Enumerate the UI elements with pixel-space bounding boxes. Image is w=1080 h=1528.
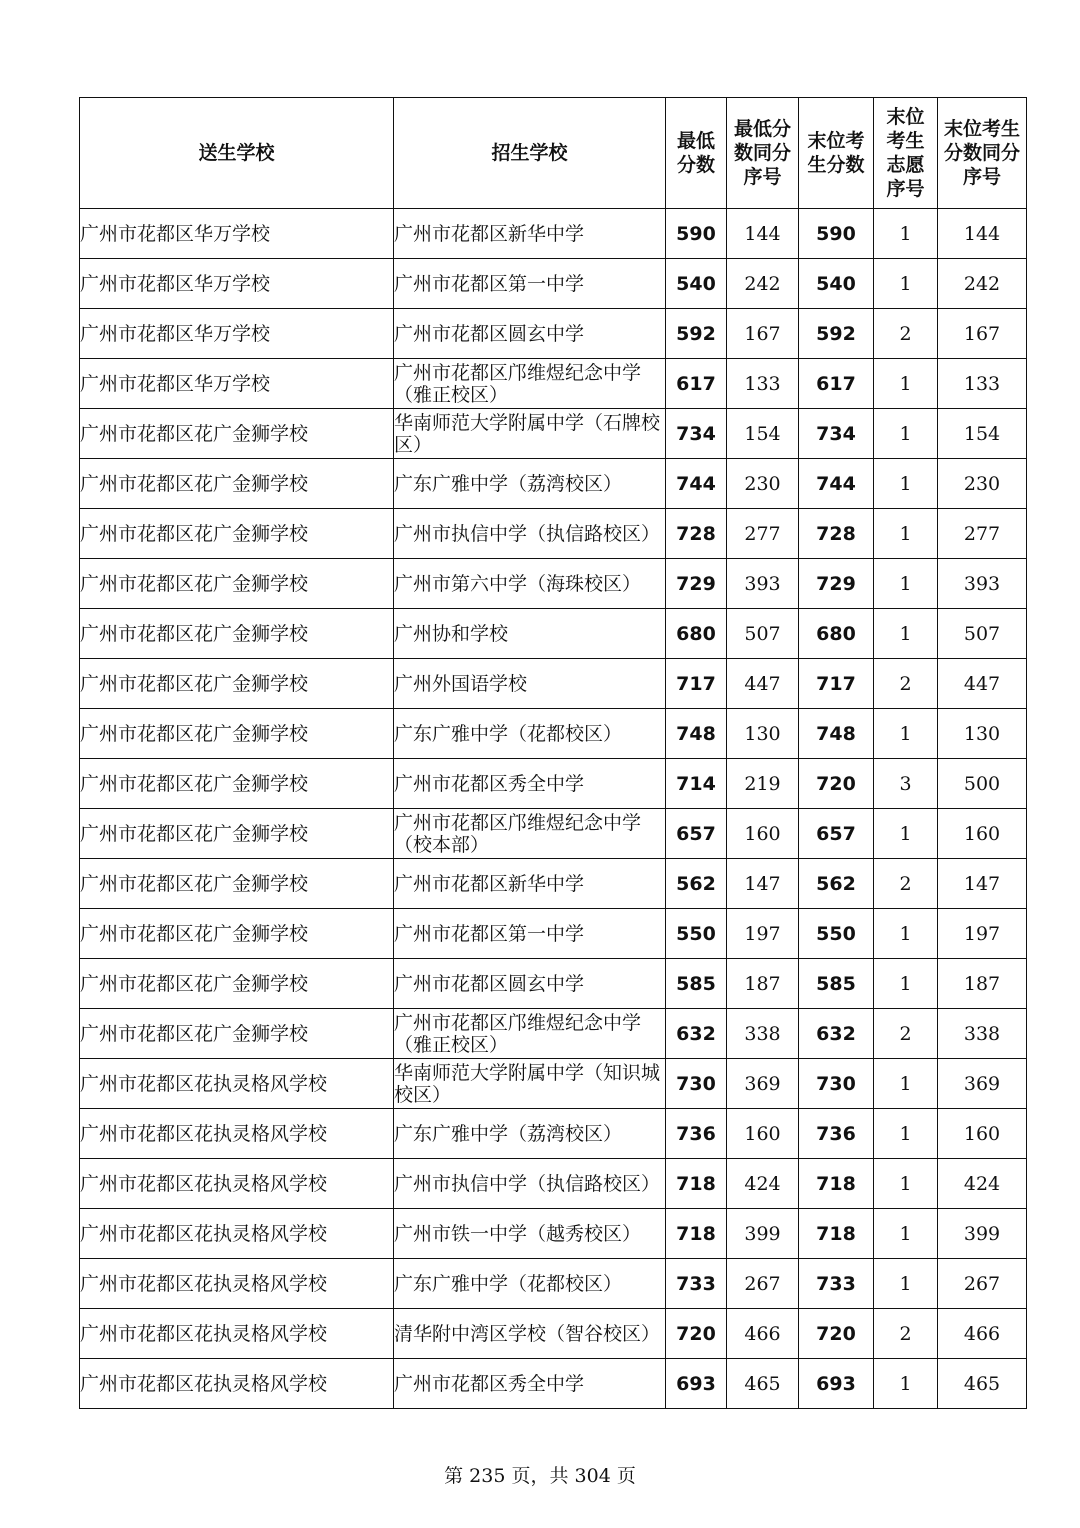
cell-sending-school: 广州市花都区花广金狮学校: [80, 609, 394, 659]
cell-last-score-rank: 465: [938, 1359, 1027, 1409]
cell-last-score-rank: 147: [938, 859, 1027, 909]
table-row: [80, 1359, 1027, 1409]
cell-min-score: 729: [666, 559, 727, 609]
cell-sending-school: 广州市花都区花广金狮学校: [80, 909, 394, 959]
header-min-score-rank: 最低分 数同分 序号: [727, 98, 799, 209]
header-admitting-school: 招生学校: [394, 98, 666, 209]
cell-sending-school: 广州市花都区花广金狮学校: [80, 709, 394, 759]
cell-min-score-rank: 160: [727, 1109, 799, 1159]
cell-min-score-rank: 187: [727, 959, 799, 1009]
cell-sending-school: 广州市花都区华万学校: [80, 309, 394, 359]
cell-admitting-school: 清华附中湾区学校（智谷校区）: [394, 1309, 666, 1359]
cell-last-score-rank: 393: [938, 559, 1027, 609]
cell-admitting-school: 广州市花都区第一中学: [394, 909, 666, 959]
cell-min-score-rank: 219: [727, 759, 799, 809]
table-row: [80, 859, 1027, 909]
cell-min-score-rank: 267: [727, 1259, 799, 1309]
cell-min-score-rank: 154: [727, 409, 799, 459]
cell-min-score-rank: 147: [727, 859, 799, 909]
cell-last-score: 680: [799, 609, 874, 659]
cell-admitting-school: 广州市花都区秀全中学: [394, 759, 666, 809]
table-row: [80, 409, 1027, 459]
table-row: [80, 1109, 1027, 1159]
cell-admitting-school: 广东广雅中学（荔湾校区）: [394, 459, 666, 509]
cell-min-score: 632: [666, 1009, 727, 1059]
cell-last-wish-order: 1: [874, 809, 938, 859]
cell-min-score: 540: [666, 259, 727, 309]
cell-last-score: 729: [799, 559, 874, 609]
cell-min-score-rank: 160: [727, 809, 799, 859]
cell-last-wish-order: 1: [874, 1109, 938, 1159]
table-row: [80, 559, 1027, 609]
table-row: [80, 959, 1027, 1009]
cell-min-score-rank: 338: [727, 1009, 799, 1059]
table-row: [80, 809, 1027, 859]
cell-min-score-rank: 197: [727, 909, 799, 959]
table-row: [80, 309, 1027, 359]
cell-last-wish-order: 1: [874, 209, 938, 259]
cell-last-wish-order: 1: [874, 1159, 938, 1209]
cell-sending-school: 广州市花都区花执灵格风学校: [80, 1309, 394, 1359]
cell-min-score: 736: [666, 1109, 727, 1159]
cell-min-score: 693: [666, 1359, 727, 1409]
cell-last-wish-order: 2: [874, 659, 938, 709]
cell-last-score: 717: [799, 659, 874, 709]
cell-admitting-school: 广州外国语学校: [394, 659, 666, 709]
cell-admitting-school: 广州市花都区邝维煜纪念中学（雅正校区）: [394, 359, 666, 409]
table-row: [80, 459, 1027, 509]
cell-last-score: 736: [799, 1109, 874, 1159]
cell-last-score: 720: [799, 759, 874, 809]
cell-sending-school: 广州市花都区花广金狮学校: [80, 409, 394, 459]
cell-min-score: 562: [666, 859, 727, 909]
cell-sending-school: 广州市花都区花广金狮学校: [80, 859, 394, 909]
header-sending-school: 送生学校: [80, 98, 394, 209]
cell-last-score: 562: [799, 859, 874, 909]
cell-last-wish-order: 1: [874, 359, 938, 409]
cell-min-score-rank: 393: [727, 559, 799, 609]
cell-admitting-school: 广州市执信中学（执信路校区）: [394, 509, 666, 559]
cell-sending-school: 广州市花都区华万学校: [80, 209, 394, 259]
cell-last-score: 733: [799, 1259, 874, 1309]
admission-table: [79, 97, 1027, 1409]
page-footer: 第 235 页，共 304 页: [444, 1465, 636, 1487]
cell-last-wish-order: 2: [874, 1009, 938, 1059]
cell-min-score: 720: [666, 1309, 727, 1359]
cell-min-score: 718: [666, 1159, 727, 1209]
cell-min-score: 718: [666, 1209, 727, 1259]
cell-last-wish-order: 2: [874, 1309, 938, 1359]
cell-last-score-rank: 399: [938, 1209, 1027, 1259]
cell-admitting-school: 广州市花都区圆玄中学: [394, 309, 666, 359]
cell-last-score-rank: 167: [938, 309, 1027, 359]
cell-last-wish-order: 1: [874, 609, 938, 659]
cell-last-wish-order: 1: [874, 459, 938, 509]
cell-last-score: 748: [799, 709, 874, 759]
cell-sending-school: 广州市花都区花广金狮学校: [80, 809, 394, 859]
cell-min-score: 550: [666, 909, 727, 959]
cell-last-score: 744: [799, 459, 874, 509]
cell-last-score-rank: 500: [938, 759, 1027, 809]
cell-min-score-rank: 399: [727, 1209, 799, 1259]
cell-last-wish-order: 1: [874, 509, 938, 559]
cell-min-score-rank: 167: [727, 309, 799, 359]
cell-min-score-rank: 230: [727, 459, 799, 509]
cell-admitting-school: 广州市花都区邝维煜纪念中学（校本部）: [394, 809, 666, 859]
cell-sending-school: 广州市花都区花执灵格风学校: [80, 1159, 394, 1209]
cell-last-score: 734: [799, 409, 874, 459]
cell-last-score: 728: [799, 509, 874, 559]
table-row: [80, 709, 1027, 759]
table-row: [80, 759, 1027, 809]
cell-last-score-rank: 130: [938, 709, 1027, 759]
cell-admitting-school: 广州市花都区邝维煜纪念中学（雅正校区）: [394, 1009, 666, 1059]
table-row: [80, 659, 1027, 709]
cell-admitting-school: 广州市花都区第一中学: [394, 259, 666, 309]
cell-min-score-rank: 465: [727, 1359, 799, 1409]
cell-last-score-rank: 160: [938, 1109, 1027, 1159]
cell-last-score: 718: [799, 1209, 874, 1259]
cell-last-score: 720: [799, 1309, 874, 1359]
table-row: [80, 1059, 1027, 1109]
table-row: [80, 1209, 1027, 1259]
cell-last-wish-order: 1: [874, 409, 938, 459]
header-row: [80, 98, 1027, 209]
cell-min-score: 733: [666, 1259, 727, 1309]
cell-admitting-school: 广州市花都区秀全中学: [394, 1359, 666, 1409]
cell-last-score-rank: 230: [938, 459, 1027, 509]
cell-last-wish-order: 1: [874, 1059, 938, 1109]
cell-min-score-rank: 369: [727, 1059, 799, 1109]
cell-admitting-school: 华南师范大学附属中学（知识城校区）: [394, 1059, 666, 1109]
header-last-score-rank: 末位考生 分数同分 序号: [938, 98, 1027, 209]
cell-last-score-rank: 369: [938, 1059, 1027, 1109]
cell-last-wish-order: 3: [874, 759, 938, 809]
cell-sending-school: 广州市花都区花执灵格风学校: [80, 1209, 394, 1259]
cell-admitting-school: 广州协和学校: [394, 609, 666, 659]
cell-sending-school: 广州市花都区花广金狮学校: [80, 509, 394, 559]
table-row: [80, 509, 1027, 559]
cell-last-score: 657: [799, 809, 874, 859]
header-min-score: 最低 分数: [666, 98, 727, 209]
cell-last-score-rank: 466: [938, 1309, 1027, 1359]
cell-min-score: 717: [666, 659, 727, 709]
cell-last-score-rank: 187: [938, 959, 1027, 1009]
cell-last-score-rank: 154: [938, 409, 1027, 459]
cell-admitting-school: 广东广雅中学（花都校区）: [394, 1259, 666, 1309]
cell-last-score-rank: 507: [938, 609, 1027, 659]
cell-min-score: 592: [666, 309, 727, 359]
cell-min-score: 657: [666, 809, 727, 859]
cell-last-wish-order: 2: [874, 859, 938, 909]
cell-last-wish-order: 1: [874, 1359, 938, 1409]
table-row: [80, 609, 1027, 659]
cell-last-wish-order: 1: [874, 959, 938, 1009]
cell-last-wish-order: 1: [874, 259, 938, 309]
cell-min-score: 730: [666, 1059, 727, 1109]
cell-last-score-rank: 144: [938, 209, 1027, 259]
cell-last-wish-order: 1: [874, 1259, 938, 1309]
cell-last-score-rank: 242: [938, 259, 1027, 309]
cell-min-score-rank: 424: [727, 1159, 799, 1209]
cell-last-score: 632: [799, 1009, 874, 1059]
header-last-wish-order: 末位 考生 志愿 序号: [874, 98, 938, 209]
table-row: [80, 359, 1027, 409]
cell-last-score: 585: [799, 959, 874, 1009]
cell-sending-school: 广州市花都区花广金狮学校: [80, 659, 394, 709]
table-row: [80, 259, 1027, 309]
cell-last-score: 730: [799, 1059, 874, 1109]
cell-min-score-rank: 144: [727, 209, 799, 259]
cell-last-score: 693: [799, 1359, 874, 1409]
cell-min-score-rank: 242: [727, 259, 799, 309]
cell-admitting-school: 广州市执信中学（执信路校区）: [394, 1159, 666, 1209]
cell-sending-school: 广州市花都区花广金狮学校: [80, 1009, 394, 1059]
cell-last-score-rank: 160: [938, 809, 1027, 859]
cell-min-score-rank: 507: [727, 609, 799, 659]
table-row: [80, 1159, 1027, 1209]
cell-min-score-rank: 447: [727, 659, 799, 709]
cell-last-wish-order: 1: [874, 909, 938, 959]
cell-last-score: 617: [799, 359, 874, 409]
cell-admitting-school: 广州市花都区新华中学: [394, 209, 666, 259]
cell-min-score: 590: [666, 209, 727, 259]
cell-min-score-rank: 133: [727, 359, 799, 409]
cell-sending-school: 广州市花都区花执灵格风学校: [80, 1259, 394, 1309]
cell-min-score: 585: [666, 959, 727, 1009]
cell-last-score: 590: [799, 209, 874, 259]
cell-admitting-school: 广州市第六中学（海珠校区）: [394, 559, 666, 609]
cell-min-score-rank: 466: [727, 1309, 799, 1359]
cell-last-wish-order: 1: [874, 1209, 938, 1259]
cell-last-score: 540: [799, 259, 874, 309]
cell-last-score-rank: 133: [938, 359, 1027, 409]
cell-min-score: 728: [666, 509, 727, 559]
cell-sending-school: 广州市花都区花广金狮学校: [80, 759, 394, 809]
cell-admitting-school: 华南师范大学附属中学（石牌校区）: [394, 409, 666, 459]
cell-last-score: 550: [799, 909, 874, 959]
cell-min-score: 680: [666, 609, 727, 659]
table-row: [80, 1259, 1027, 1309]
cell-min-score: 617: [666, 359, 727, 409]
cell-last-score-rank: 197: [938, 909, 1027, 959]
cell-last-score-rank: 338: [938, 1009, 1027, 1059]
cell-last-score-rank: 424: [938, 1159, 1027, 1209]
cell-admitting-school: 广州市铁一中学（越秀校区）: [394, 1209, 666, 1259]
cell-last-score-rank: 447: [938, 659, 1027, 709]
table-row: [80, 1009, 1027, 1059]
cell-last-score-rank: 277: [938, 509, 1027, 559]
cell-min-score: 748: [666, 709, 727, 759]
table-row: [80, 1309, 1027, 1359]
cell-admitting-school: 广州市花都区圆玄中学: [394, 959, 666, 1009]
cell-min-score: 734: [666, 409, 727, 459]
cell-sending-school: 广州市花都区花广金狮学校: [80, 559, 394, 609]
cell-admitting-school: 广东广雅中学（荔湾校区）: [394, 1109, 666, 1159]
cell-sending-school: 广州市花都区花执灵格风学校: [80, 1109, 394, 1159]
cell-sending-school: 广州市花都区花广金狮学校: [80, 959, 394, 1009]
cell-sending-school: 广州市花都区华万学校: [80, 359, 394, 409]
cell-min-score: 744: [666, 459, 727, 509]
cell-last-wish-order: 1: [874, 559, 938, 609]
cell-sending-school: 广州市花都区花广金狮学校: [80, 459, 394, 509]
cell-last-score: 718: [799, 1159, 874, 1209]
header-last-score: 末位考 生分数: [799, 98, 874, 209]
cell-last-score-rank: 267: [938, 1259, 1027, 1309]
cell-last-wish-order: 1: [874, 709, 938, 759]
table-row: [80, 909, 1027, 959]
cell-last-score: 592: [799, 309, 874, 359]
cell-sending-school: 广州市花都区花执灵格风学校: [80, 1359, 394, 1409]
cell-last-wish-order: 2: [874, 309, 938, 359]
cell-min-score: 714: [666, 759, 727, 809]
cell-sending-school: 广州市花都区花执灵格风学校: [80, 1059, 394, 1109]
cell-sending-school: 广州市花都区华万学校: [80, 259, 394, 309]
cell-min-score-rank: 130: [727, 709, 799, 759]
cell-admitting-school: 广州市花都区新华中学: [394, 859, 666, 909]
cell-min-score-rank: 277: [727, 509, 799, 559]
cell-admitting-school: 广东广雅中学（花都校区）: [394, 709, 666, 759]
table-row: [80, 209, 1027, 259]
